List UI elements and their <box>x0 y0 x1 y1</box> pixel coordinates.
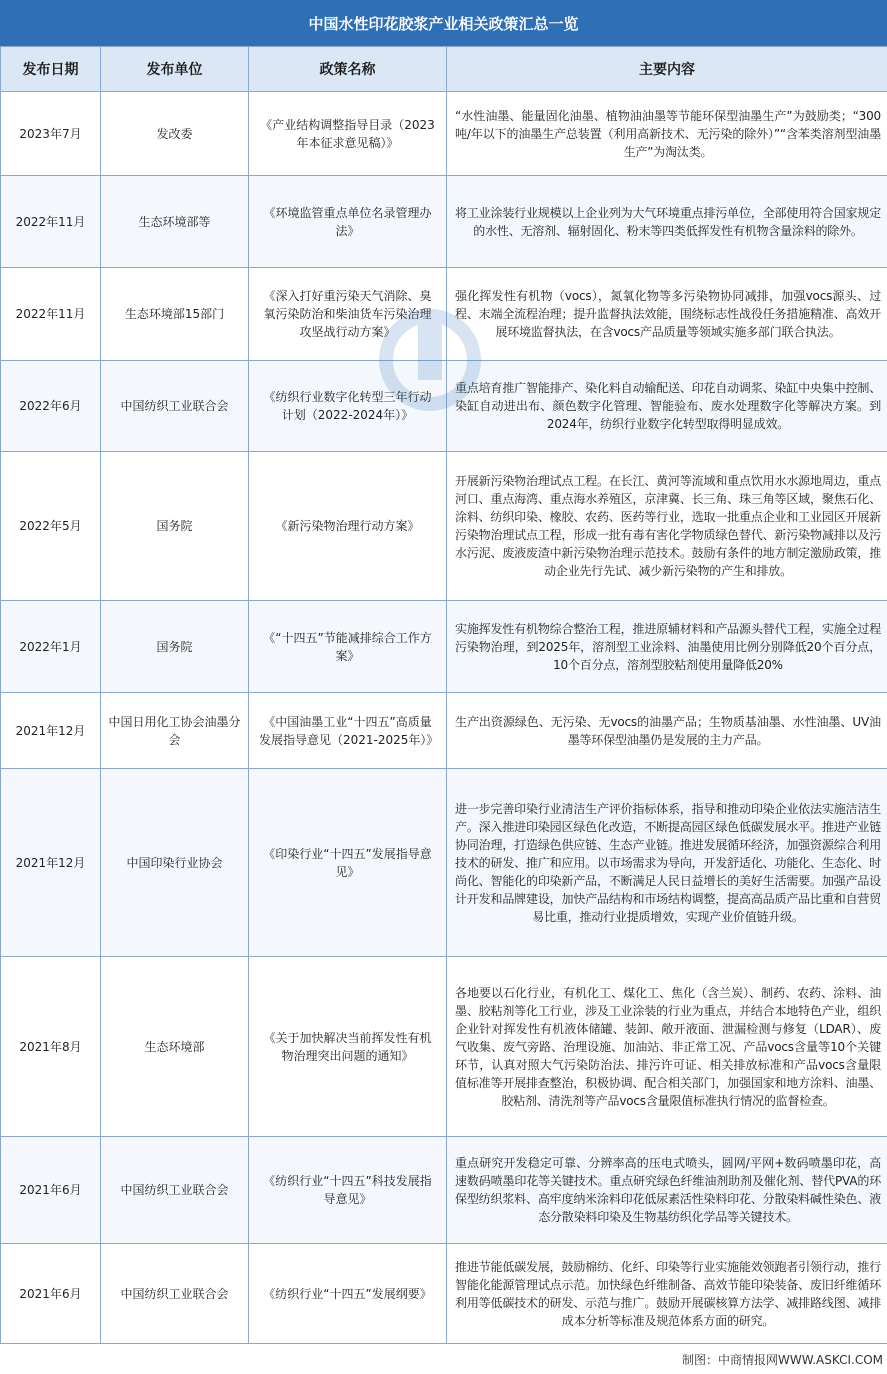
table-row <box>1 601 887 693</box>
table-row <box>1 693 887 769</box>
table-row <box>1 176 887 268</box>
table-row <box>1 1137 887 1244</box>
policy-table <box>0 46 887 1344</box>
cell-org: 生态环境部 <box>101 957 249 1137</box>
cell-policy: 《纺织行业“十四五”科技发展指导意见》 <box>249 1137 447 1244</box>
cell-date: 2021年6月 <box>1 1137 101 1244</box>
cell-content: 生产出资源绿色、无污染、无vocs的油墨产品；生物质基油墨、水性油墨、UV油墨等环保型油墨仍是发展的主力产品。 <box>447 693 887 769</box>
cell-content: 重点研究开发稳定可靠、分辨率高的压电式喷头，圆网/平网+数码喷墨印花，高速数码喷墨印花等关键技术。重点研究绿色纤维油剂助剂及催化剂、替代PVA的环保型纺织浆料、高牢度纳米涂料印花低尿素活性染料印花、分散染料碱性染色、液态分散染料印染及生物基纺织化学品等关键技术。 <box>447 1137 887 1244</box>
cell-content: 开展新污染物治理试点工程。在长江、黄河等流域和重点饮用水水源地周边，重点河口、重点海湾、重点海水养殖区，京津冀、长三角、珠三角等区域，聚焦石化、涂料、纺织印染、橡胶、农药、医药等行业，选取一批重点企业和工业园区开展新污染物治理试点工程，形成一批有毒有害化学物质绿色替代、新污染物减排以及污水污泥、废液废渣中新污染物治理示范技术。鼓励有条件的地方制定激励政策，推动企业先行先试、减少新污染物的产生和排放。 <box>447 452 887 601</box>
cell-date: 2023年7月 <box>1 92 101 176</box>
table-row <box>1 452 887 601</box>
cell-date: 2022年11月 <box>1 176 101 268</box>
cell-content: “水性油墨、能量固化油墨、植物油油墨等节能环保型油墨生产”为鼓励类；“300吨/年以下的油墨生产总装置（利用高新技术、无污染的除外）”“含苯类溶剂型油墨生产”为淘汰类。 <box>447 92 887 176</box>
source-caption: 制图：中商情报网WWW.ASKCI.COM <box>682 1353 883 1367</box>
cell-org: 中国纺织工业联合会 <box>101 361 249 452</box>
cell-date: 2022年11月 <box>1 268 101 361</box>
cell-date: 2021年6月 <box>1 1244 101 1344</box>
cell-policy: 《产业结构调整指导目录（2023年本征求意见稿）》 <box>249 92 447 176</box>
cell-org: 生态环境部等 <box>101 176 249 268</box>
cell-policy: 《关于加快解决当前挥发性有机物治理突出问题的通知》 <box>249 957 447 1137</box>
cell-content: 重点培育推广智能排产、染化料自动输配送、印花自动调浆、染缸中央集中控制、染缸自动进出布、颜色数字化管理、智能验布、废水处理数字化等解决方案。到2024年，纺织行业数字化转型取得明显成效。 <box>447 361 887 452</box>
cell-date: 2022年6月 <box>1 361 101 452</box>
cell-date: 2021年12月 <box>1 769 101 957</box>
table-row <box>1 769 887 957</box>
cell-date: 2021年12月 <box>1 693 101 769</box>
cell-org: 国务院 <box>101 601 249 693</box>
cell-org: 生态环境部15部门 <box>101 268 249 361</box>
cell-policy: 《深入打好重污染天气消除、臭氧污染防治和柴油货车污染治理攻坚战行动方案》 <box>249 268 447 361</box>
table-row <box>1 1244 887 1344</box>
table-row <box>1 957 887 1137</box>
page-title: 中国水性印花胶浆产业相关政策汇总一览 <box>0 0 887 46</box>
cell-policy: 《环境监管重点单位名录管理办法》 <box>249 176 447 268</box>
cell-policy: 《新污染物治理行动方案》 <box>249 452 447 601</box>
cell-content: 强化挥发性有机物（vocs），氮氧化物等多污染物协同减排，加强vocs源头、过程、末端全流程治理；提升监督执法效能，围绕标志性战役任务措施精准、高效开展环境监督执法，在含vocs产品质量等领域实施多部门联合执法。 <box>447 268 887 361</box>
cell-content: 各地要以石化行业，有机化工、煤化工、焦化（含兰炭）、制药、农药、涂料、油墨、胶粘剂等化工行业，涉及工业涂装的行业为重点，并结合本地特色产业，组织企业针对挥发性有机液体储罐、装卸、敞开液面、泄漏检测与修复（LDAR）、废气收集、废气旁路、治理设施、加油站、非正常工况、产品vocs含量等10个关键环节，认真对照大气污染防治法、排污许可证、相关排放标准和产品vocs含量限值标准等开展排查整治，积极协调、配合相关部门，加强国家和地方涂料、油墨、胶粘剂、清洗剂等产品vocs含量限值标准执行情况的监督检查。 <box>447 957 887 1137</box>
cell-policy: 《中国油墨工业“十四五”高质量发展指导意见（2021-2025年）》 <box>249 693 447 769</box>
header-date: 发布日期 <box>1 47 101 92</box>
cell-policy: 《印染行业“十四五”发展指导意见》 <box>249 769 447 957</box>
table-row <box>1 92 887 176</box>
cell-content: 将工业涂装行业规模以上企业列为大气环境重点排污单位，全部使用符合国家规定的水性、无溶剂、辐射固化、粉末等四类低挥发性有机物含量涂料的除外。 <box>447 176 887 268</box>
cell-org: 中国纺织工业联合会 <box>101 1244 249 1344</box>
cell-date: 2022年1月 <box>1 601 101 693</box>
cell-policy: 《纺织行业数字化转型三年行动计划（2022-2024年）》 <box>249 361 447 452</box>
header-policy: 政策名称 <box>249 47 447 92</box>
cell-policy: 《“十四五”节能减排综合工作方案》 <box>249 601 447 693</box>
cell-org: 中国纺织工业联合会 <box>101 1137 249 1244</box>
cell-org: 中国印染行业协会 <box>101 769 249 957</box>
cell-org: 发改委 <box>101 92 249 176</box>
cell-org: 国务院 <box>101 452 249 601</box>
cell-policy: 《纺织行业“十四五”发展纲要》 <box>249 1244 447 1344</box>
cell-content: 进一步完善印染行业清洁生产评价指标体系，指导和推动印染企业依法实施洁洁生产。深入推进印染园区绿色化改造，不断提高园区绿色低碳发展水平。推进产业链协同治理，打造绿色供应链、生态产业链。推进发展循环经济，加强资源综合利用技术的研发、推广和应用。以市场需求为导向，开发舒适化、功能化、生态化、时尚化、智能化的印染新产品，不断满足人民日益增长的美好生活需要。加强产品设计开发和品牌建设，加快产品结构和市场结构调整，提高高品质产品比重和自营贸易比重，推动行业提质增效，实现产业价值链升级。 <box>447 769 887 957</box>
table-row <box>1 268 887 361</box>
table-row <box>1 361 887 452</box>
cell-content: 推进节能低碳发展，鼓励棉纺、化纤、印染等行业实施能效领跑者引领行动，推行智能化能源管理试点示范。加快绿色纤维制备、高效节能印染装备、废旧纤维循环利用等低碳技术的研发、示范与推广。鼓励开展碳核算方法学、减排路线图、减排成本分析等标准及规范体系方面的研究。 <box>447 1244 887 1344</box>
cell-date: 2021年8月 <box>1 957 101 1137</box>
header-org: 发布单位 <box>101 47 249 92</box>
header-content: 主要内容 <box>447 47 887 92</box>
cell-date: 2022年5月 <box>1 452 101 601</box>
table-header-row <box>1 47 887 92</box>
cell-org: 中国日用化工协会油墨分会 <box>101 693 249 769</box>
cell-content: 实施挥发性有机物综合整治工程，推进原辅材料和产品源头替代工程，实施全过程污染物治理，到2025年，溶剂型工业涂料、油墨使用比例分别降低20个百分点，10个百分点，溶剂型胶粘剂使用量降低20% <box>447 601 887 693</box>
